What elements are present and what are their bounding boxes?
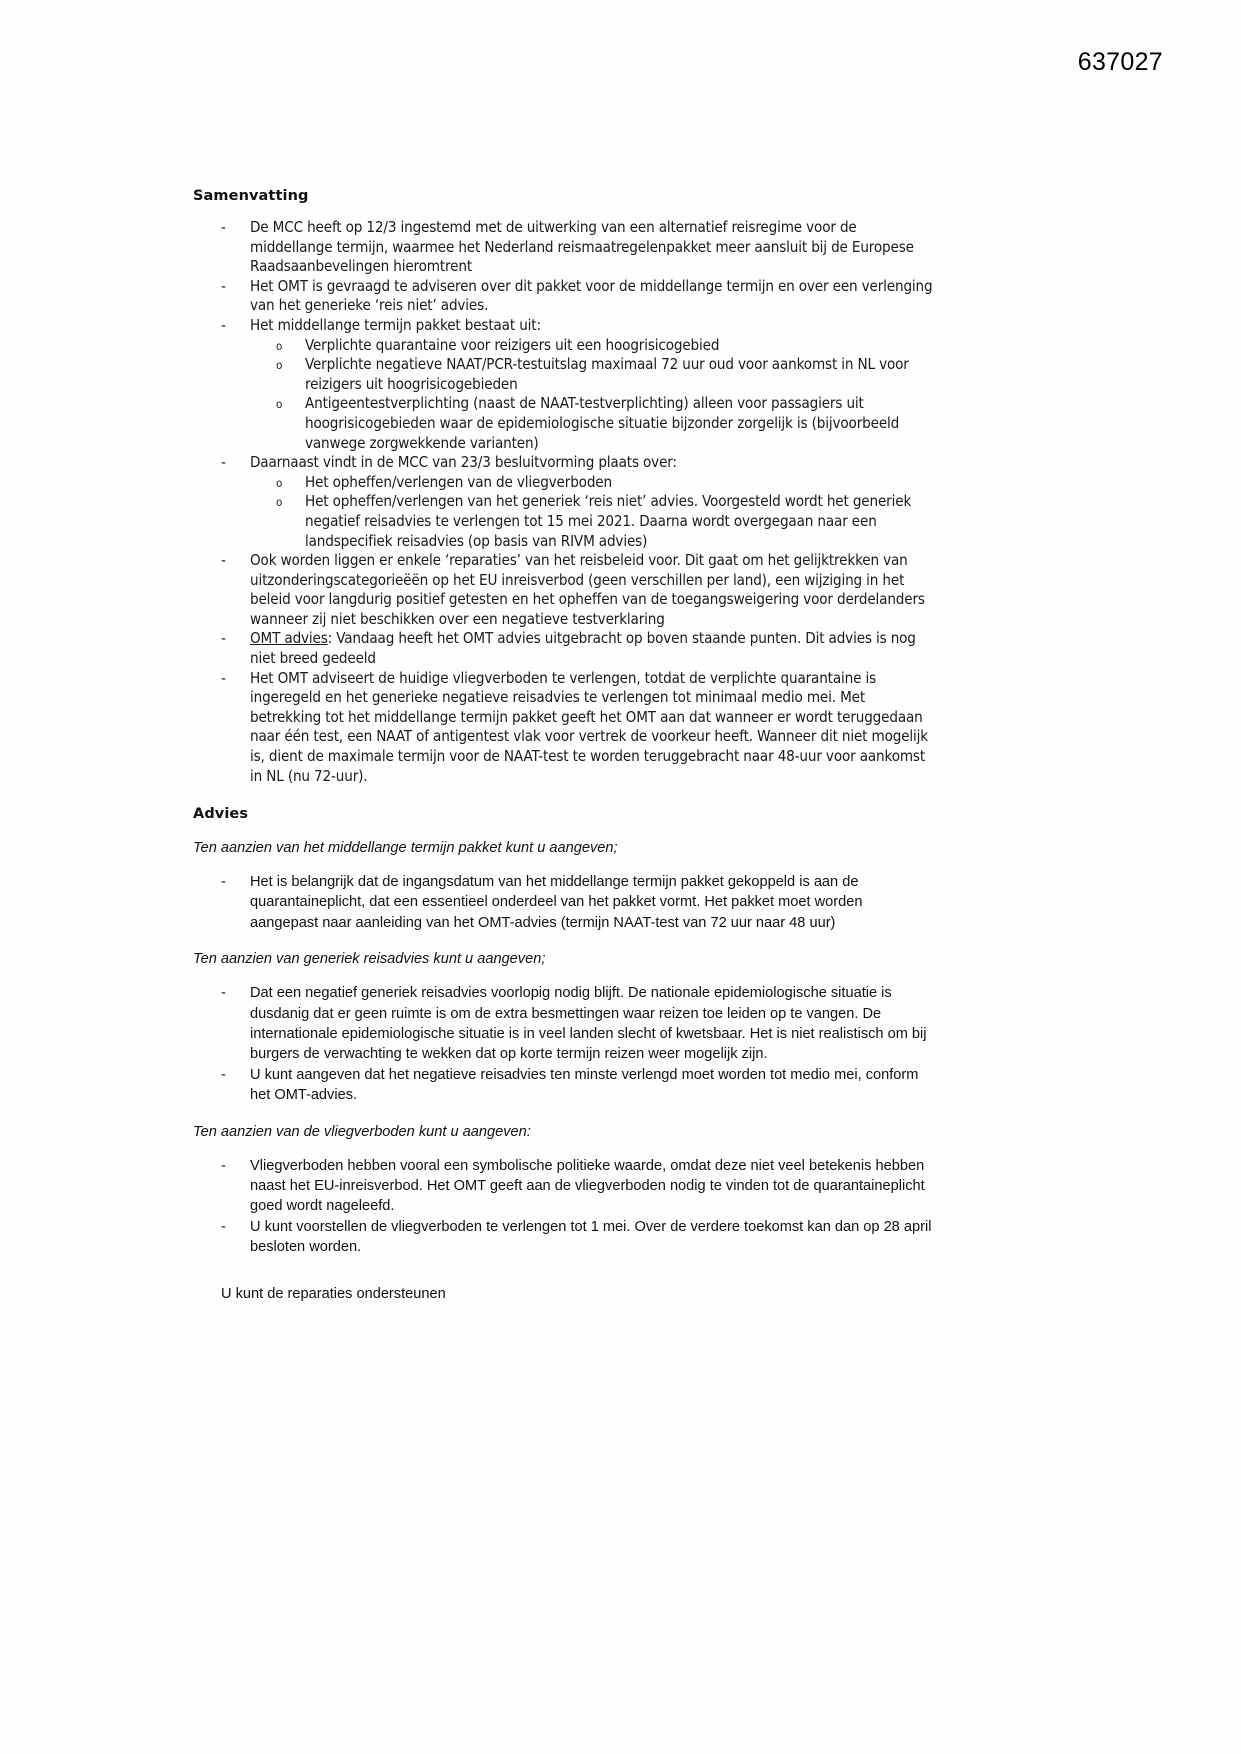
list-item-text: : Vandaag heeft het OMT advies uitgebracht op boven staande punten. Dit advies is nog niet breed gedeeld	[250, 629, 916, 668]
list-item-text: Daarnaast vindt in de MCC van 23/3 besluitvorming plaats over:	[250, 453, 677, 472]
list-item	[250, 492, 933, 551]
circle-bullet-icon: o	[276, 495, 283, 510]
list-item-text: Het opheffen/verlengen van het generiek ‘reis niet’ advies. Voorgesteld wordt het generiek negatief reisadvies te verlengen tot 15 mei 2021. Daarna wordt overgegaan naar een landspecifiek reisadvies (op basis van RIVM advies)	[305, 492, 912, 550]
dash-bullet-icon: -	[221, 276, 226, 295]
list-item-text: Het OMT is gevraagd te adviseren over dit pakket voor de middellange termijn en over een verlenging van het generieke ‘reis niet’ advies.	[250, 276, 933, 315]
page-number: 637027	[1077, 48, 1163, 76]
dash-bullet-icon: -	[221, 218, 226, 236]
omt-advies-label: OMT advies	[250, 629, 328, 648]
dash-bullet-icon: -	[221, 1066, 226, 1083]
list-item-text: Het OMT adviseert de huidige vliegverboden te verlengen, totdat de verplichte quarantaine is ingeregeld en het generieke negatieve reisadvies te verlengen tot minimaal medio mei. Met betrekking tot het middellange termijn pakket geeft het OMT aan dat wanneer er wordt teruggedaan naar één test, een NAAT of antigentest vlak voor vertrek de voorkeur heeft. Wanneer dit niet mogelijk is, dient de maximale termijn voor de NAAT-test te worden teruggebracht naar 48-uur voor aankomst in NL (nu 72-uur).	[250, 668, 929, 785]
list-item	[193, 316, 933, 453]
advies-intro: Ten aanzien van het middellange termijn pakket kunt u aangeven;	[193, 840, 618, 856]
circle-bullet-icon: o	[276, 358, 283, 373]
samenvatting-sublist	[250, 336, 933, 454]
dash-bullet-icon: -	[221, 874, 226, 890]
list-item-text: Vliegverboden hebben vooral een symbolische politieke waarde, omdat deze niet veel betekenis hebben naast het EU-inreisverbod. Het OMT geeft aan de vliegverboden nodig te vinden tot de quarantaineplicht goed wordt nageleefd.	[250, 1157, 925, 1215]
list-item-text: U kunt aangeven dat het negatieve reisadvies ten minste verlengd moet worden tot medio mei, conform het OMT-advies.	[250, 1066, 919, 1104]
list-item	[250, 336, 933, 356]
list-item	[193, 872, 933, 933]
advies-intro: Ten aanzien van generiek reisadvies kunt u aangeven;	[193, 951, 546, 968]
list-item	[193, 551, 933, 629]
advies-list	[193, 983, 933, 1105]
circle-bullet-icon: o	[276, 397, 283, 412]
list-item	[193, 1217, 933, 1258]
dash-bullet-icon: -	[221, 985, 226, 1002]
dash-bullet-icon: -	[221, 551, 226, 570]
dash-bullet-icon: -	[221, 315, 226, 334]
list-item	[193, 629, 933, 668]
list-item	[250, 473, 933, 493]
advies-heading: Advies	[193, 806, 249, 822]
list-item	[193, 277, 933, 316]
samenvatting-section	[193, 188, 933, 786]
list-item	[193, 1065, 933, 1106]
list-item-text: Verplichte quarantaine voor reizigers uit een hoogrisicogebied	[305, 335, 720, 354]
advies-list	[193, 1156, 933, 1258]
list-item-text: De MCC heeft op 12/3 ingestemd met de uitwerking van een alternatief reisregime voor de middellange termijn, waarmee het Nederland reismaatregelenpakket meer aansluit bij de Europese Raadsaanbevelingen hieromtrent	[250, 218, 914, 276]
list-item	[250, 355, 933, 394]
circle-bullet-icon: o	[276, 338, 283, 353]
list-item-text: Dat een negatief generiek reisadvies voorlopig nodig blijft. De nationale epidemiologische situatie is dusdanig dat er geen ruimte is om de extra besmettingen waar reizen toe leiden op te vangen. De internationale epidemiologische situatie is in veel landen slecht of kwetsbaar. Het is niet realistisch om bij burgers de verwachting te wekken dat op korte termijn reizen weer mogelijk zijn.	[250, 985, 927, 1063]
list-item	[193, 453, 933, 551]
dash-bullet-icon: -	[221, 1157, 226, 1174]
list-item-text: Het is belangrijk dat de ingangsdatum van het middellange termijn pakket gekoppeld is aan de quarantaineplicht, dat een essentieel onderdeel van het pakket vormt. Het pakket moet worden aangepast naar aanleiding van het OMT-advies (termijn NAAT-test van 72 uur naar 48 uur)	[250, 874, 863, 931]
list-item	[193, 1156, 933, 1217]
list-item	[193, 218, 933, 277]
list-item	[193, 669, 933, 787]
list-item-text: U kunt voorstellen de vliegverboden te verlengen tot 1 mei. Over de verdere toekomst kan dan op 28 april besloten worden.	[250, 1218, 932, 1256]
list-item-text: Ook worden liggen er enkele ‘reparaties’ van het reisbeleid voor. Dit gaat om het gelijktrekken van uitzonderingscategorieëën op het EU inreisverbod (geen verschillen per land), een wijziging in het beleid voor langdurig positief getesten en het opheffen van de toegangsweigering voor derdelanders wanneer zij niet beschikken over een negatieve testverklaring	[250, 551, 925, 628]
dash-bullet-icon: -	[221, 1218, 226, 1235]
samenvatting-list	[193, 218, 933, 786]
list-item	[250, 394, 933, 453]
samenvatting-heading: Samenvatting	[193, 188, 309, 204]
list-item	[193, 983, 933, 1065]
dash-bullet-icon: -	[221, 629, 226, 648]
advies-section	[193, 806, 933, 1304]
list-item-text: Het opheffen/verlengen van de vliegverboden	[305, 472, 612, 491]
list-item-text: Verplichte negatieve NAAT/PCR-testuitslag maximaal 72 uur oud voor aankomst in NL voor reizigers uit hoogrisicogebieden	[305, 355, 909, 393]
advies-closing-line: U kunt de reparaties ondersteunen	[221, 1285, 446, 1302]
dash-bullet-icon: -	[221, 453, 226, 472]
list-item-text: Antigeentestverplichting (naast de NAAT-testverplichting) alleen voor passagiers uit hoogrisicogebieden waar de epidemiologische situatie bijzonder zorgelijk is (bijvoorbeeld vanwege zorgwekkende varianten)	[305, 394, 900, 452]
list-item-text: Het middellange termijn pakket bestaat uit:	[250, 315, 541, 334]
circle-bullet-icon: o	[276, 475, 283, 490]
samenvatting-sublist	[250, 473, 933, 551]
advies-list	[193, 872, 933, 933]
advies-intro: Ten aanzien van de vliegverboden kunt u aangeven:	[193, 1123, 531, 1140]
dash-bullet-icon: -	[221, 668, 226, 687]
